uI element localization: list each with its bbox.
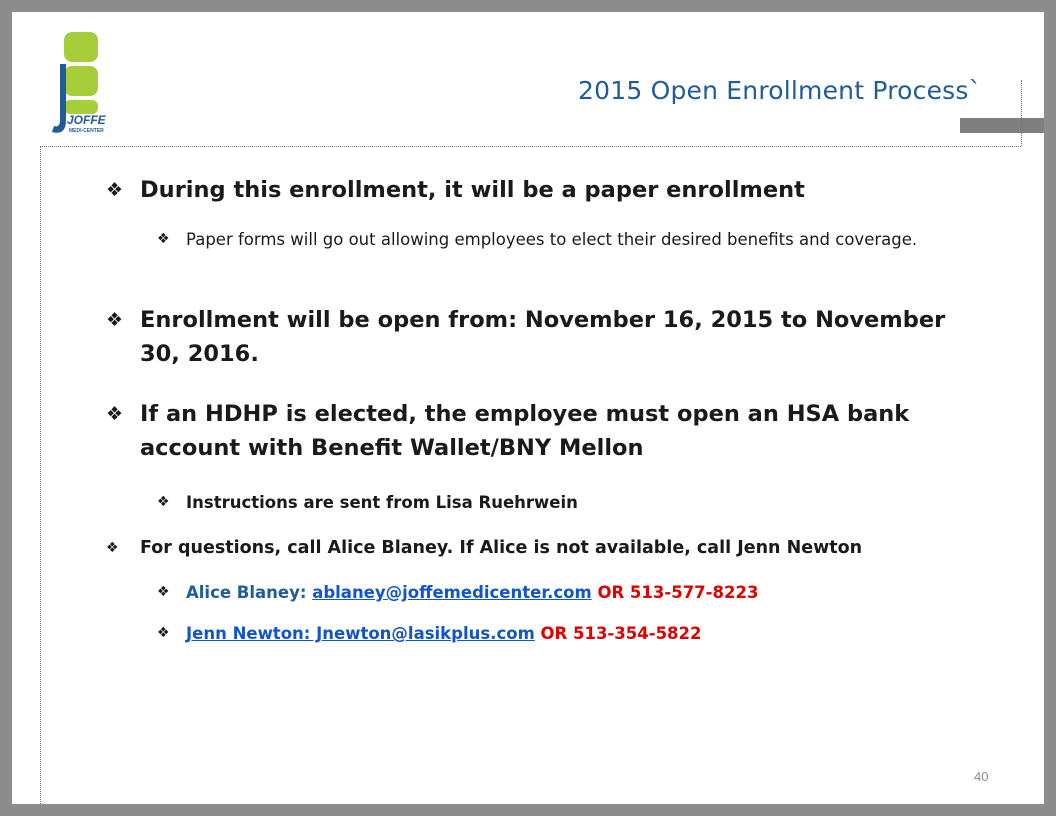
bullet-hdhp-hsa	[106, 397, 986, 465]
title-accent-bar	[960, 118, 1044, 133]
bullet-questions	[106, 534, 986, 563]
diamond-bullet-icon: ❖	[157, 494, 170, 510]
bullet-text: Enrollment will be open from: November 16, 2015 to November 30, 2016.	[140, 307, 946, 367]
contact-phone: OR 513-577-8223	[591, 583, 759, 602]
diamond-bullet-icon: ❖	[106, 179, 124, 201]
diamond-bullet-icon: ❖	[106, 403, 124, 425]
dotted-divider-right	[1021, 80, 1022, 146]
subbullet-paper-forms	[157, 225, 983, 254]
contact-line	[186, 578, 983, 607]
logo-leaf-top	[64, 32, 98, 62]
diamond-bullet-icon: ❖	[157, 584, 170, 600]
dotted-divider-top	[40, 146, 1021, 147]
contact-label: Alice Blaney:	[186, 583, 313, 602]
contact-jenn-newton	[157, 619, 983, 648]
slide	[12, 12, 1044, 804]
email-link-jenn[interactable]: Jenn Newton: Jnewton@lasikplus.com	[186, 624, 535, 643]
subbullet-instructions	[157, 488, 983, 517]
joffe-logo	[46, 28, 118, 148]
contact-phone: OR 513-354-5822	[534, 624, 702, 643]
logo-subtext: MEDI-CENTER	[69, 128, 104, 134]
contact-line	[186, 619, 983, 648]
subbullet-text: Instructions are sent from Lisa Ruehrwein	[186, 493, 578, 512]
logo-j-mark	[52, 64, 66, 133]
diamond-bullet-icon: ❖	[157, 625, 170, 641]
logo-leaf-bottom	[64, 100, 98, 114]
subbullet-text: Paper forms will go out allowing employees to elect their desired benefits and coverage.	[186, 230, 918, 249]
dotted-divider-left	[40, 146, 41, 804]
diamond-bullet-icon: ❖	[157, 231, 170, 247]
bullet-enrollment-dates	[106, 303, 986, 371]
email-link-alice[interactable]: ablaney@joffemedicenter.com	[312, 583, 592, 602]
logo-text: JOFFE	[67, 113, 106, 127]
page-number: 40	[974, 769, 989, 784]
contact-alice-blaney	[157, 578, 983, 607]
slide-title: 2015 Open Enrollment Process`	[578, 76, 982, 105]
diamond-bullet-icon: ❖	[106, 540, 119, 556]
bullet-text: If an HDHP is elected, the employee must open an HSA bank account with Benefit Wallet/BNY Mellon	[140, 401, 910, 461]
bullet-paper-enrollment	[106, 173, 986, 207]
bullet-text: During this enrollment, it will be a paper enrollment	[140, 177, 805, 203]
diamond-bullet-icon: ❖	[106, 309, 124, 331]
bullet-text: For questions, call Alice Blaney. If Alice is not available, call Jenn Newton	[140, 538, 863, 558]
logo-leaf-mid	[64, 66, 98, 96]
